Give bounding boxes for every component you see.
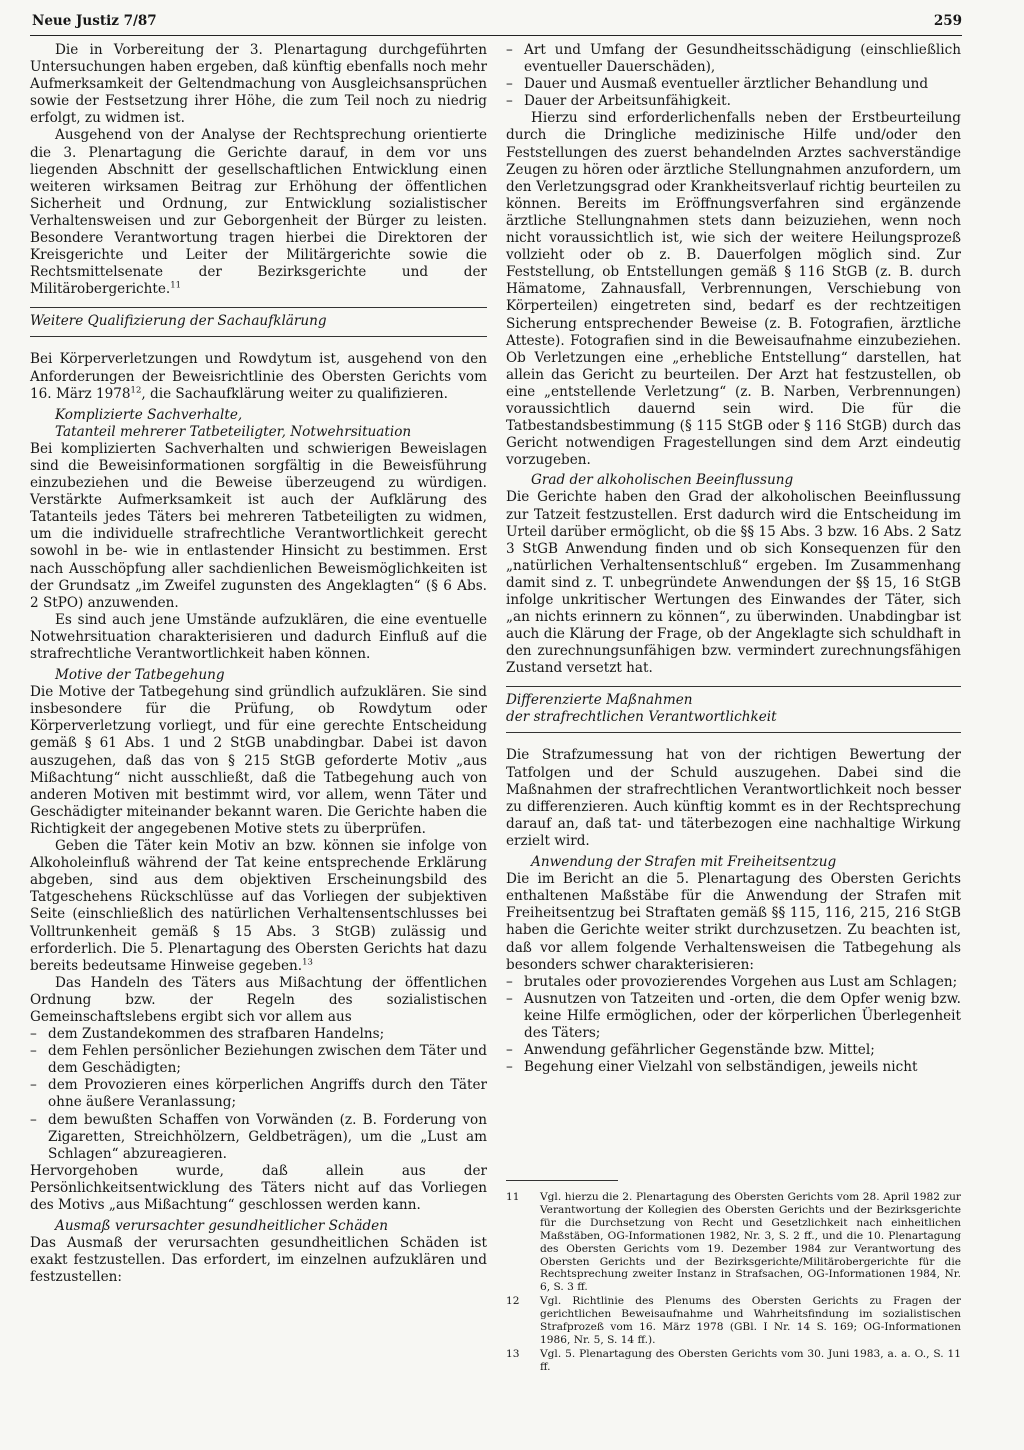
list-item: – Ausnutzen von Tatzeiten und -orten, die dem Opfer wenig bzw. keine Hilfe ermöglichen, oder der körperlichen Überlegenheit des Täters; <box>506 991 961 1042</box>
footnote-ref: 13 <box>302 957 313 968</box>
list-item: – dem Fehlen persönlicher Beziehungen zwischen dem Täter und dem Geschädigten; <box>30 1043 487 1077</box>
paragraph: Die Strafzumessung hat von der richtigen Bewertung der Tatfolgen und der Schuld auszugehen. Dabei sind die Maßnahmen der strafrechtlichen Verantwortlichkeit noch besser zu differenzieren. Auch künftig kommt es in der Rechtsprechung darauf an, daß tat- und täterbezogen eine nachhaltige Wirkung erzielt wird. <box>506 747 961 849</box>
paragraph: Das Ausmaß der verursachten gesundheitlichen Schäden ist exakt festzustellen. Das erfordert, im einzelnen aufzuklären und festzustellen: <box>30 1235 487 1286</box>
dash-list <box>30 1026 487 1163</box>
footnotes <box>506 1180 961 1375</box>
footnote: 12 Vgl. Richtlinie des Plenums des Obersten Gerichts zu Fragen der gerichtlichen Beweisaufnahme und Wahrheitsfindung im sozialistischen Strafprozeß vom 16. März 1978 (GBl. I Nr. 14 S. 169; OG-Informationen 1986, Nr. 5, S. 14 ff.). <box>506 1295 961 1346</box>
paragraph: Ausgehend von der Analyse der Rechtsprechung orientierte die 3. Plenartagung die Gerichte darauf, in dem vor uns liegenden Abschnitt der gesellschaftlichen Entwicklung einen weiteren wirksamen Beitrag zur Erhöhung der öffentlichen Sicherheit und Ordnung, zur Entwicklung sozialistischer Verhaltensweisen und zur Geborgenheit der Bürger zu leisten. Besondere Verantwortung tragen hierbei die Direktoren der Kreisgerichte und Leiter der Militärgerichte sowie die Rechtsmittelsenate der Bezirksgerichte und der Militärobergerichte.$^{11}$ <box>30 127 487 298</box>
footnote-rule <box>506 1180 618 1181</box>
paragraph: Bei komplizierten Sachverhalten und schwierigen Beweislagen sind die Beweisinformationen sorgfältig in die Beweisführung einzubeziehen und die Beweise überzeugend zu würdigen. Verstärkte Aufmerksamkeit ist auch der Aufklärung des Tatanteils jedes Täters bei mehreren Tatbeteiligten zu widmen, um die individuelle strafrechtliche Verantwortlichkeit gerecht sowohl in be- wie in entlastender Hinsicht zu bestimmen. Erst nach Ausschöpfung aller sachdienlichen Beweismöglichkeiten ist der Grundsatz „im Zweifel zugunsten des Angeklagten“ (§ 6 Abs. 2 StPO) anzuwenden. <box>30 440 487 611</box>
paragraph: Bei Körperverletzungen und Rowdytum ist, ausgehend von den Anforderungen der Beweisrichtlinie des Obersten Gerichts vom 16. März 1978$^{12}$, die Sachaufklärung weiter zu qualifizieren. <box>30 351 487 402</box>
paragraph: Das Handeln des Täters aus Mißachtung der öffentlichen Ordnung bzw. der Regeln des sozialistischen Gemeinschaftslebens ergibt sich vor allem aus <box>30 974 487 1025</box>
paragraph: Die in Vorbereitung der 3. Plenartagung durchgeführten Untersuchungen haben ergeben, daß künftig ebenfalls noch mehr Aufmerksamkeit der Geltendmachung von Ausgleichsansprüchen sowie der Festsetzung ihrer Höhe, die zum Teil noch zu niedrig erfolgt, zu widmen ist. <box>30 42 487 127</box>
section-heading: Differenzierte Maßnahmen der strafrechtlichen Verantwortlichkeit <box>506 686 961 733</box>
subheading: Anwendung der Strafen mit Freiheitsentzug <box>531 854 837 871</box>
page-number: 259 <box>933 13 962 29</box>
list-item: – Anwendung gefährlicher Gegenstände bzw. Mittel; <box>506 1042 961 1059</box>
footnote-ref: 11 <box>170 280 182 291</box>
page-header <box>30 13 962 36</box>
left-column <box>30 42 487 1286</box>
footnote-ref: 12 <box>130 385 142 396</box>
list-item: – Begehung einer Vielzahl von selbständigen, jeweils nicht <box>506 1059 961 1076</box>
subheading: Komplizierte Sachverhalte, Tatanteil mehrerer Tatbeteiligter, Notwehrsituation <box>55 406 412 440</box>
paragraph: Hervorgehoben wurde, daß allein aus der Persönlichkeitsentwicklung des Täters nicht auf das Vorliegen des Motivs „aus Mißachtung“ geschlossen werden kann. <box>30 1162 487 1213</box>
paragraph: Geben die Täter kein Motiv an bzw. können sie infolge von Alkoholeinfluß während der Tat keine entsprechende Erklärung abgeben, sind aus dem objektiven Erscheinungsbild des Tatgeschehens Rückschlüsse auf das Vorliegen der subjektiven Seite (einschließlich des natürlichen Verhaltensentschlusses bei Volltrunkenheit gemäß § 15 Abs. 3 StGB) zulässig und erforderlich. Die 5. Plenartagung des Obersten Gerichts hat dazu bereits bedeutsame Hinweise gegeben.$^{13}$ <box>30 838 487 974</box>
dash-list <box>506 42 961 110</box>
subheading: Motive der Tatbegehung <box>55 667 225 684</box>
section-heading: Weitere Qualifizierung der Sachaufklärung <box>30 307 487 337</box>
paragraph: Es sind auch jene Umstände aufzuklären, die eine eventuelle Notwehrsituation charakterisieren und dadurch Einfluß auf die strafrechtliche Verantwortlichkeit haben können. <box>30 611 487 662</box>
footnote: 13 Vgl. 5. Plenartagung des Obersten Gerichts vom 30. Juni 1983, a. a. O., S. 11 ff. <box>506 1347 961 1373</box>
list-item: – dem Provozieren eines körperlichen Angriffs durch den Täter ohne äußere Veranlassung; <box>30 1077 487 1111</box>
paragraph: Die im Bericht an die 5. Plenartagung des Obersten Gerichts enthaltenen Maßstäbe für die Anwendung der Strafen mit Freiheitsentzug bei Straftaten gemäß §§ 115, 116, 215, 216 StGB haben die Gerichte weiter strikt durchzusetzen. Zu beachten ist, daß vor allem folgende Verhaltensweisen die Tatbegehung als besonders schwer charakterisieren: <box>506 871 961 973</box>
list-item: – dem bewußten Schaffen von Vorwänden (z. B. Forderung von Zigaretten, Streichhölzern, Geldbeträgen), um die „Lust am Schlagen“ abzureagieren. <box>30 1112 487 1163</box>
list-item: – Dauer der Arbeitsunfähigkeit. <box>506 93 961 110</box>
list-item: – brutales oder provozierendes Vorgehen aus Lust am Schlagen; <box>506 974 961 991</box>
list-item: – dem Zustandekommen des strafbaren Handelns; <box>30 1026 487 1043</box>
paragraph: Die Motive der Tatbegehung sind gründlich aufzuklären. Sie sind insbesondere für die Prüfung, ob Rowdytum oder Körperverletzung vorliegt, und für eine gerechte Entscheidung gemäß § 61 Abs. 1 und 2 StGB unabdingbar. Dabei ist davon auszugehen, daß das von § 215 StGB geforderte Motiv „aus Mißachtung“ nicht ausschließt, daß die Tatbegehung auch von anderen Motiven mit bestimmt wird, vor allem, wenn Täter und Geschädigter miteinander bekannt waren. Die Gerichte haben die Richtigkeit der angegebenen Motive stets zu überprüfen. <box>30 684 487 837</box>
subheading: Ausmaß verursachter gesundheitlicher Schäden <box>55 1218 388 1235</box>
paragraph: Die Gerichte haben den Grad der alkoholischen Beeinflussung zur Tatzeit festzustellen. Erst dadurch wird die Entscheidung im Urteil darüber ermöglicht, ob die §§ 15 Abs. 3 bzw. 16 Abs. 2 Satz 3 StGB Anwendung finden und ob sich Konsequenzen für den „natürlichen Verhaltensentschluß“ ergeben. Im Zusammenhang damit sind z. T. unbegründete Anwendungen der §§ 15, 16 StGB infolge unkritischer Wertungen des Einwandes der Täter, sich „an nichts erinnern zu können“, zu überwinden. Unabdingbar ist auch die Klärung der Frage, ob der Angeklagte sich schuldhaft in den zurechnungsunfähigen bzw. vermindert zurechnungsfähigen Zustand versetzt hat. <box>506 489 961 677</box>
list-item: – Art und Umfang der Gesundheitsschädigung (einschließlich eventueller Dauerschäden), <box>506 42 961 76</box>
dash-list <box>506 974 961 1077</box>
journal-title: Neue Justiz 7/87 <box>32 13 157 29</box>
paragraph: Hierzu sind erforderlichenfalls neben der Erstbeurteilung durch die Dringliche medizinische Hilfe und/oder den Feststellungen des zuerst behandelnden Arztes sachverständige Zeugen zu hören oder ärztliche Stellungnahmen anzufordern, um den Verletzungsgrad oder Krankheitsverlauf richtig beurteilen zu können. Bereits im Eröffnungsverfahren sind ergänzende ärztliche Stellungnahmen stets dann beizuziehen, wenn noch nicht voraussichtlich ist, wie sich der weitere Heilungsprozeß vollzieht oder ob z. B. Dauerfolgen möglich sind. Zur Feststellung, ob Entstellungen gemäß § 116 StGB (z. B. durch Hämatome, Zahnausfall, Verbrennungen, Verschiebung von Körperteilen) eingetreten sind, bedarf es der rechtzeitigen Sicherung entsprechender Beweise (z. B. Fotografien, ärztliche Atteste). Fotografien sind in die Beweisaufnahme einzubeziehen. Ob Verletzungen eine „erhebliche Entstellung“ darstellen, hat allein das Gericht zu beurteilen. Der Arzt hat festzustellen, ob eine „entstellende Verletzung“ (z. B. Narben, Verbrennungen) voraussichtlich dauernd sein wird. Die für die Tatbestandsbestimmung (§ 115 StGB oder § 116 StGB) durch das Gericht notwendigen Fragestellungen sind dem Arzt eindeutig vorzugeben. <box>506 110 961 469</box>
right-column <box>506 42 961 1076</box>
list-item: – Dauer und Ausmaß eventueller ärztlicher Behandlung und <box>506 76 961 93</box>
footnote: 11 Vgl. hierzu die 2. Plenartagung des Obersten Gerichts vom 28. April 1982 zur Verantwortung der Kollegien des Obersten Gerichts und der Bezirksgerichte für die Durchsetzung von Recht und Gesetzlichkeit nach einheitlichen Maßstäben, OG-Informationen 1982, Nr. 3, S. 2 ff., und die 10. Plenartagung des Obersten Gerichts vom 19. Dezember 1984 zur Verantwortung des Obersten Gerichts und der Bezirksgerichte/Militärobergerichte für die Rechtsprechung zweiter Instanz in Strafsachen, OG-Informationen 1984, Nr. 6, S. 3 ff. <box>506 1191 961 1294</box>
subheading: Grad der alkoholischen Beeinflussung <box>531 472 794 489</box>
